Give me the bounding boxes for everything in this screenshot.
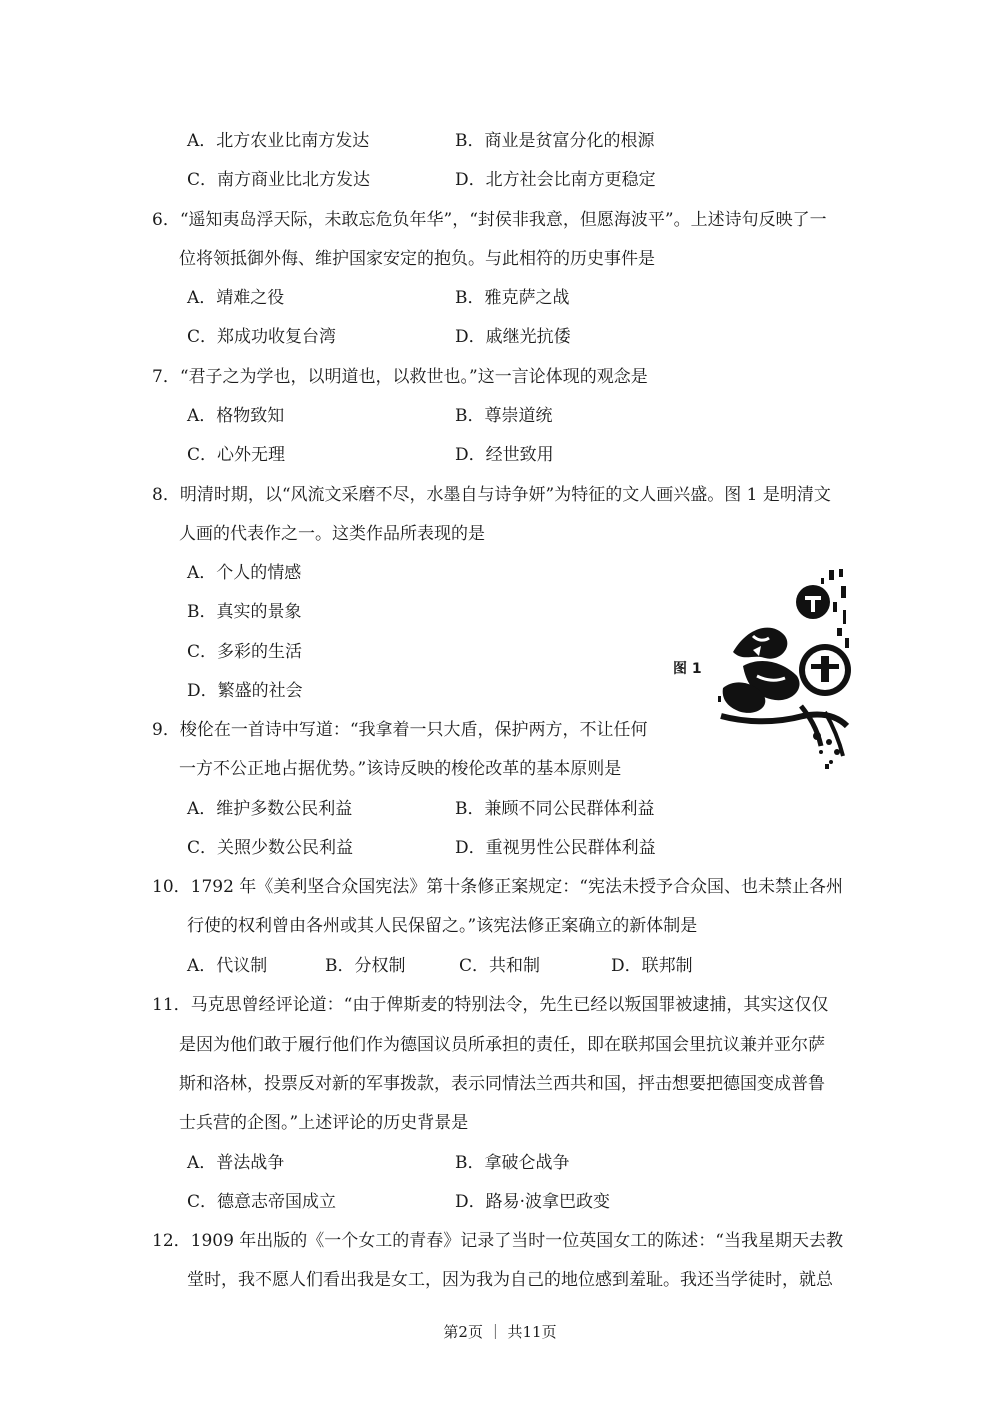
q6-stem-line-2: 位将领抵御外侮、维护国家安定的抱负。与此相符的历史事件是 — [179, 249, 655, 269]
q7-option-d: D．经世致用 — [455, 445, 554, 465]
q9-stem-line-1: 9．梭伦在一首诗中写道：“我拿着一只大盾，保护两方，不让任何 — [152, 720, 648, 740]
q6-option-d: D．戚继光抗倭 — [455, 327, 571, 347]
q8-option-a: A．个人的情感 — [187, 563, 302, 583]
q5-option-b: B．商业是贫富分化的根源 — [455, 131, 655, 151]
q11-option-c: C．德意志帝国成立 — [187, 1192, 337, 1212]
q6-stem-line-1: 6．“遥知夷岛浮天际，未敢忘危负年华”，“封侯非我意，但愿海波平”。上述诗句反映了一 — [152, 210, 827, 230]
q9-stem-line-2: 一方不公正地占据优势。”该诗反映的梭伦改革的基本原则是 — [179, 759, 622, 779]
q5-option-d: D．北方社会比南方更稳定 — [455, 170, 656, 190]
q11-stem-line-3: 斯和洛林，投票反对新的军事拨款，表示同情法兰西共和国，抨击想要把德国变成普鲁 — [179, 1074, 825, 1094]
q7-option-b: B．尊崇道统 — [455, 406, 553, 426]
q7-stem-line-1: 7．“君子之为学也，以明道也，以救世也。”这一言论体现的观念是 — [152, 367, 648, 387]
q7-option-c: C．心外无理 — [187, 445, 286, 465]
q9-option-b: B．兼顾不同公民群体利益 — [455, 799, 655, 819]
q8-stem-line-2: 人画的代表作之一。这类作品所表现的是 — [179, 524, 485, 544]
q6-option-c: C．郑成功收复台湾 — [187, 327, 337, 347]
q6-option-b: B．雅克萨之战 — [455, 288, 570, 308]
q8-stem-line-1: 8．明清时期，以“风流文采磨不尽，水墨自与诗争妍”为特征的文人画兴盛。图 1 是明清文 — [152, 485, 831, 505]
q10-option-d: D．联邦制 — [611, 956, 693, 976]
q10-stem-line-1: 10．1792 年《美利坚合众国宪法》第十条修正案规定：“宪法未授予合众国、也未禁止各州 — [152, 877, 843, 897]
q8-option-b: B．真实的景象 — [187, 602, 302, 622]
q9-option-a: A．维护多数公民利益 — [187, 799, 353, 819]
q10-option-a: A．代议制 — [187, 956, 268, 976]
q10-stem-line-2: 行使的权利曾由各州或其人民保留之。”该宪法修正案确立的新体制是 — [187, 916, 698, 936]
q9-option-d: D．重视男性公民群体利益 — [455, 838, 656, 858]
q10-option-c: C．共和制 — [459, 956, 541, 976]
q11-stem-line-1: 11．马克思曾经评论道：“由于俾斯麦的特别法令，先生已经以叛国罪被逮捕，其实这仅仅 — [152, 995, 829, 1015]
q5-option-c: C．南方商业比北方发达 — [187, 170, 371, 190]
q7-option-a: A．格物致知 — [187, 406, 285, 426]
q8-option-d: D．繁盛的社会 — [187, 681, 303, 701]
figure-1-label: 图 1 — [673, 661, 702, 677]
q9-option-c: C．关照少数公民利益 — [187, 838, 354, 858]
q11-option-a: A．普法战争 — [187, 1153, 285, 1173]
q12-stem-line-2: 堂时，我不愿人们看出我是女工，因为我为自己的地位感到羞耻。我还当学徒时，就总 — [187, 1270, 833, 1290]
q11-option-d: D．路易·波拿巴政变 — [455, 1192, 611, 1212]
q11-option-b: B．拿破仑战争 — [455, 1153, 570, 1173]
q11-stem-line-4: 士兵营的企图。”上述评论的历史背景是 — [179, 1113, 469, 1133]
q12-stem-line-1: 12．1909 年出版的《一个女工的青春》记录了当时一位英国女工的陈述：“当我星期天去教 — [152, 1231, 843, 1251]
q8-option-c: C．多彩的生活 — [187, 642, 303, 662]
page-footer: 第2页 ｜ 共11页 — [443, 1323, 557, 1341]
figure-1-ink-painting — [713, 566, 853, 771]
q5-option-a: A．北方农业比南方发达 — [187, 131, 370, 151]
q6-option-a: A．靖难之役 — [187, 288, 285, 308]
q11-stem-line-2: 是因为他们敢于履行他们作为德国议员所承担的责任，即在联邦国会里抗议兼并亚尔萨 — [179, 1035, 825, 1055]
q10-option-b: B．分权制 — [325, 956, 406, 976]
